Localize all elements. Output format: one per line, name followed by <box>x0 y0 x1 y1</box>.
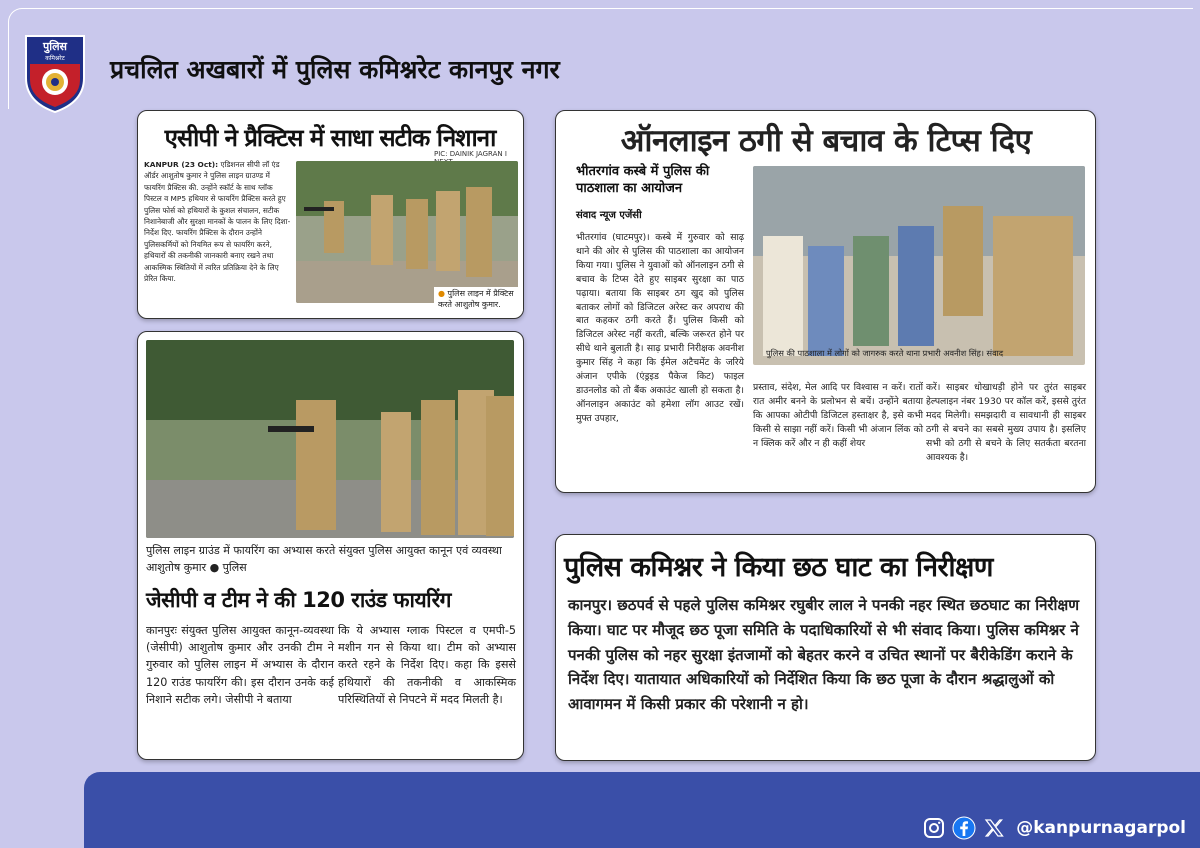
clip-body-text: एडिशनल सीपी लॉ एंड ऑर्डर आशुतोष कुमार ने पुलिस लाइन ग्राउण्ड में फायरिंग प्रैक्टिस की. उन्होंने स्कॉर्ट के साथ ग्लॉक पिस्टल व MP5 हथियार से फायरिंग प्रैक्टिस करते हुए पुलिस फोर्स को हथियारों के कुशल संचालन, सटीक निशानेबाजी और सुरक्षा मानकों के पालन के लिए दिशा-निर्देश दिए. फायरिंग प्रैक्टिस के दौरान उन्होंने पुलिसकर्मियों को नियमित रूप से फायरिंग करने, हथियारों की तकनीकी जानकारी बनाए रखने तथा आकस्मिक स्थितियों में त्वरित प्रतिक्रिया देने के लिए प्रेरित किया. <box>144 160 291 284</box>
clip-headline: ऑनलाइन ठगी से बचाव के टिप्स दिए <box>620 123 1032 159</box>
x-icon[interactable] <box>982 816 1006 840</box>
dateline: KANPUR (23 Oct): <box>144 160 219 169</box>
clip-body-column-2: प्रस्ताव, संदेश, मेल आदि पर विश्वास न करें। रातों रात अमीर बनने के प्रलोभन से बचें। उन्होंने बताया कि आपका ओटीपी डिजिटल हस्ताक्षर है, इसे कभी किसी से साझा नहीं करें। किसी भी अंजान लिंक को न क्लिक करें और न ही कहीं शेयर <box>753 382 923 449</box>
clip-headline: जेसीपी व टीम ने की 120 राउंड फायरिंग <box>146 588 452 612</box>
logo-subtext: कमिश्नरेट <box>45 55 65 62</box>
firing-practice-photo <box>146 340 514 538</box>
clip-headline: एसीपी ने प्रैक्टिस में साधा सटीक निशाना <box>164 124 496 152</box>
footer-bar <box>84 772 1200 848</box>
photo-caption: पुलिस लाइन ग्राउंड में फायरिंग का अभ्यास करते संयुक्त पुलिस आयुक्त कानून एवं व्यवस्था आशुतोष कुमार ● पुलिस <box>146 544 502 574</box>
logo-text: पुलिस <box>43 40 67 53</box>
news-agency: संवाद न्यूज एजेंसी <box>576 210 642 221</box>
social-handle[interactable]: @kanpurnagarpol <box>1016 818 1186 838</box>
news-clip-jcp-firing <box>137 331 524 760</box>
news-clip-acp-practice <box>137 110 524 319</box>
clip-body <box>144 159 292 284</box>
news-clip-chhath-ghat <box>555 534 1096 761</box>
facebook-icon[interactable] <box>952 816 976 840</box>
social-links <box>922 816 1186 840</box>
police-logo <box>22 30 88 114</box>
instagram-icon[interactable] <box>922 816 946 840</box>
clip-body: कानपुर। छठपर्व से पहले पुलिस कमिश्नर रघुबीर लाल ने पनकी नहर स्थित छठघाट का निरीक्षण किया। घाट पर मौजूद छठ पूजा समिति के पदाधिकारियों से भी संवाद किया। पुलिस कमिश्नर ने पनकी पुलिस को नहर सुरक्षा इंतजामों को बेहतर करने व उचित स्थानों पर बैरीकेडिंग कराने के निर्देश दिए। यातायात अधिकारियों को निर्देशित किया कि छठ पूजा के दौरान श्रद्धालुओं को आवागमन में किसी प्रकार की परेशानी न हो। <box>568 596 1080 714</box>
clip-body-column-2: कि ये अभ्यास ग्लाक पिस्टल व एमपी-5 मशीन गन से किया था। टीम को अभ्यास करते रहने के निर्देश दिए। कहा कि इससे हथियारों की तकनीकी व आकस्मिक परिस्थितियों से निपटने में मदद मिलती है। <box>338 624 516 706</box>
photo-caption: पुलिस की पाठशाला में लोगों को जागरुक करते थाना प्रभारी अवनीश सिंह। संवाद <box>766 348 1004 358</box>
page-title: प्रचलित अखबारों में पुलिस कमिश्नरेट कानपुर नगर <box>110 55 560 84</box>
news-clip-online-fraud <box>555 110 1096 493</box>
photo-credit: PIC: DAINIK JAGRAN I <box>434 150 507 158</box>
clip-subheadline: भीतरगांव कस्बे में पुलिस की पाठशाला का आयोजन <box>576 164 710 196</box>
photo-caption-text: पुलिस लाइन में प्रैक्टिस करते आशुतोष कुमार. <box>438 289 514 309</box>
police-class-photo <box>753 166 1085 365</box>
clip-body-column-1: भीतरगांव (घाटमपुर)। कस्बे में गुरुवार को साढ़ थाने की ओर से पुलिस की पाठशाला का आयोजन किया गया। पुलिस ने युवाओं को ऑनलाइन ठगी से बचाव के टिप्स देते हुए साइबर सुरक्षा का पाठ पढ़ाया। बताया कि साइबर ठग खुद को पुलिस बताकर लोगों को डिजिटल अरेस्ट कर अपराध की बात कहकर ठगी करते हैं। पुलिस किसी को डिजिटल अरेस्ट नहीं करती, बल्कि जरूरत होने पर सीधे थाने बुलाती है। साढ़ प्रभारी निरीक्षक अवनीश कुमार सिंह ने कहा कि ईमेल अटैचमेंट के जरिये अंजान एपीके (एंड्रइड पैकेज किट) फाइल डाउनलोड को तो बैंक अकाउंट खाली हो सकता है। ऑनलाइन अकाउंट को हमेशा लॉग आउट रखें। मुफ्त उपहार, <box>576 232 744 424</box>
clip-body-column-3: करें। साइबर धोखाधड़ी होने पर तुरंत साइबर हेल्पलाइन नंबर 1930 पर कॉल करें, इससे तुरंत मदद मिलेगी। समझदारी व सावधानी ही साइबर ठगी से बचने का सबसे मुख्य उपाय है। इसलिए सभी को ठगी से बचने के लिए सतर्कता बरतना आवश्यक है। <box>926 382 1086 463</box>
firing-practice-photo <box>296 161 518 303</box>
clip-body-column-1: कानपुरः संयुक्त पुलिस आयुक्त कानून-व्यवस्था (जेसीपी) आशुतोष कुमार और उनकी टीम ने गुरुवार को पुलिस लाइन में अभ्यास के दौरान 120 राउंड फायरिंग की। इस दौरान उनके कई निशाने सटीक लगे। जेसीपी ने बताया <box>146 624 334 706</box>
photo-caption: ● पुलिस लाइन में प्रैक्टिस करते आशुतोष कुमार. <box>434 287 523 311</box>
clip-headline: पुलिस कमिश्नर ने किया छठ घाट का निरीक्षण <box>564 552 993 583</box>
